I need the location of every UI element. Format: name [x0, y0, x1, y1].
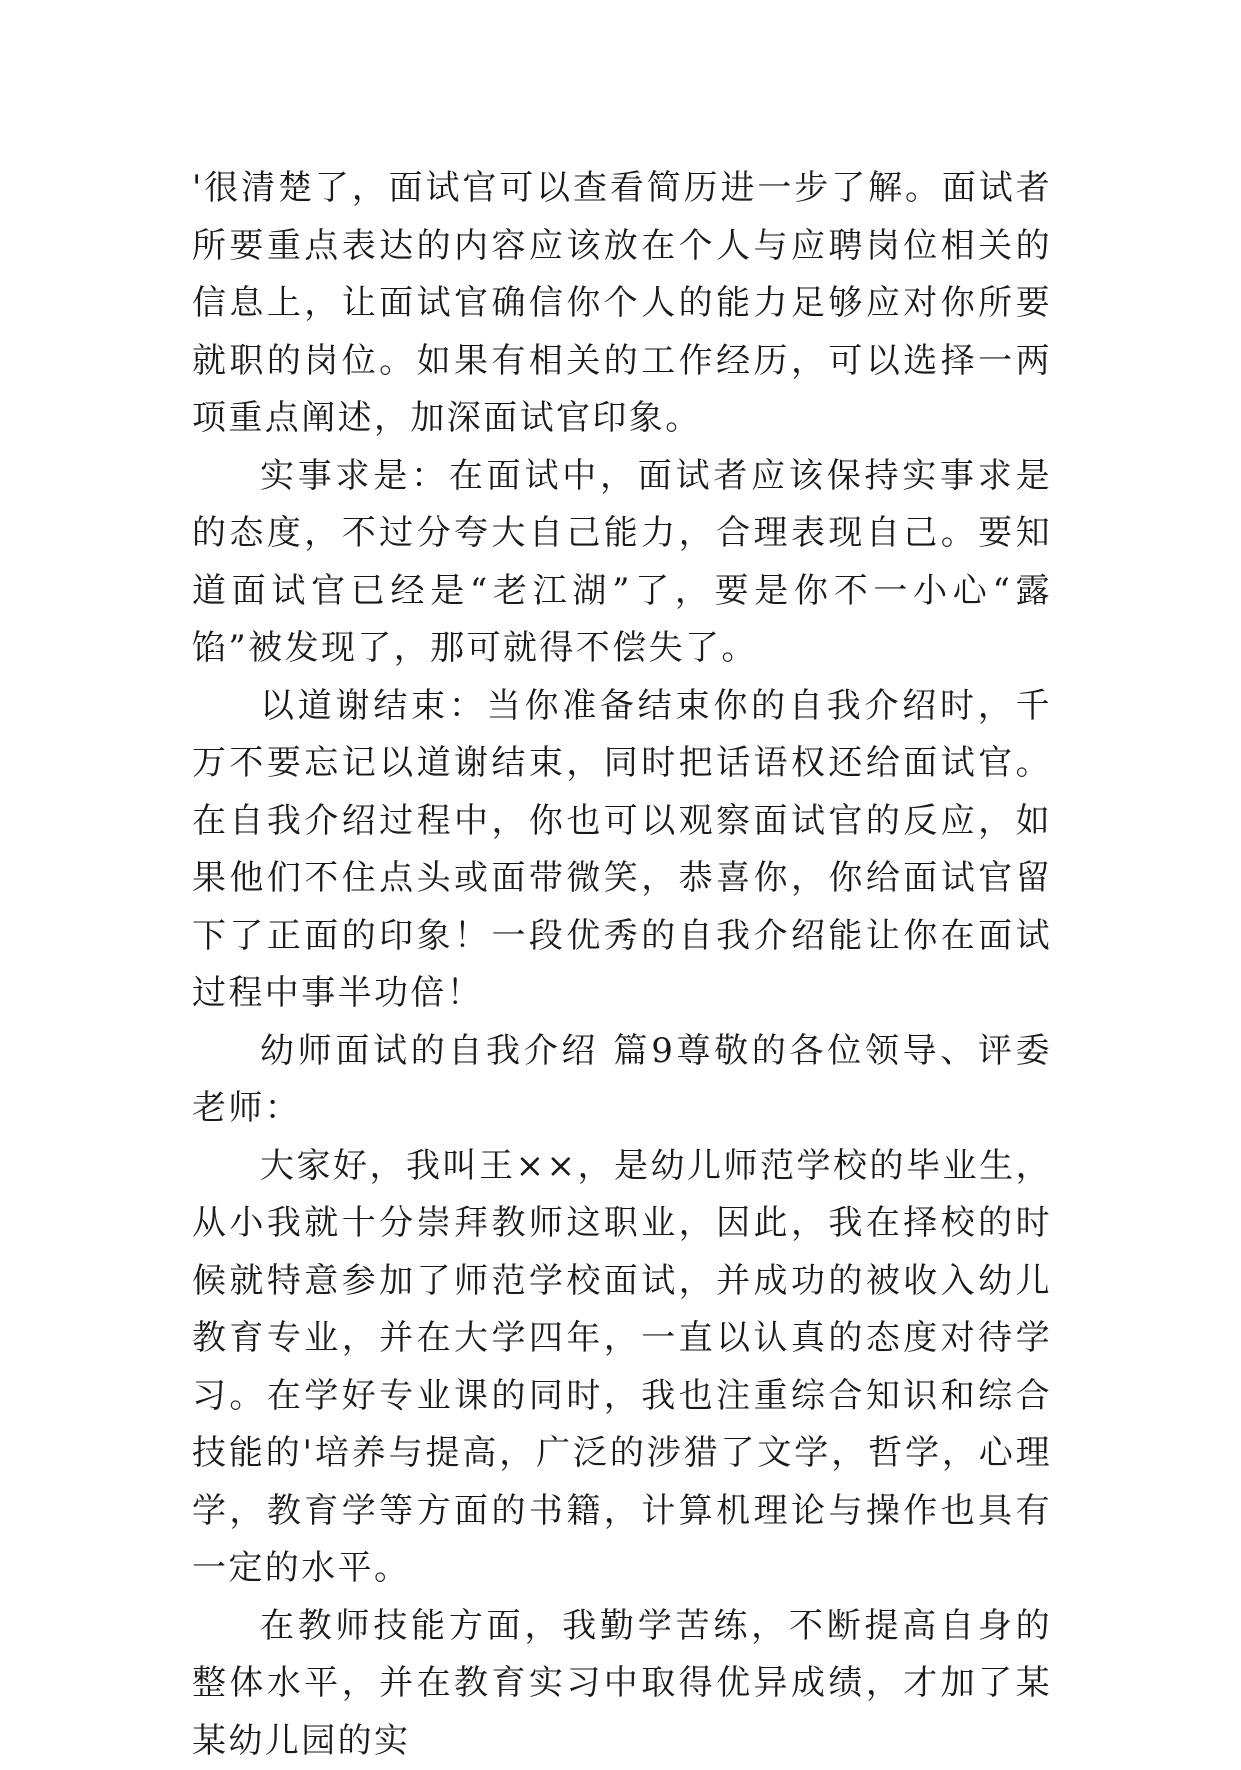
paragraph-3: 以道谢结束：当你准备结束你的自我介绍时，千万不要忘记以道谢结束，同时把话语权还给面试官。在自我介绍过程中，你也可以观察面试官的反应，如果他们不住点头或面带微笑，恭喜你，你给面试官留下了正面的印象！一段优秀的自我介绍能让你在面试过程中事半功倍！	[192, 678, 1052, 1023]
paragraph-4-heading: 幼师面试的自我介绍 篇9尊敬的各位领导、评委老师：	[192, 1023, 1052, 1138]
document-body	[192, 160, 1052, 1770]
paragraph-5: 大家好，我叫王××，是幼儿师范学校的毕业生， 从小我就十分崇拜教师这职业，因此，我在择校的时候就特意参加了师范学校面试，并成功的被收入幼儿教育专业，并在大学四年，一直以认真的态度对待学习。在学好专业课的同时，我也注重综合知识和综合技能的'培养与提高，广泛的涉猎了文学，哲学，心理学，教育学等方面的书籍，计算机理论与操作也具有一定的水平。	[192, 1138, 1052, 1598]
paragraph-2: 实事求是：在面试中，面试者应该保持实事求是的态度，不过分夸大自己能力，合理表现自己。要知道面试官已经是“老江湖”了，要是你不一小心“露馅”被发现了，那可就得不偿失了。	[192, 448, 1052, 678]
paragraph-1: '很清楚了，面试官可以查看简历进一步了解。面试者所要重点表达的内容应该放在个人与应聘岗位相关的信息上，让面试官确信你个人的能力足够应对你所要就职的岗位。如果有相关的工作经历，可以选择一两项重点阐述，加深面试官印象。	[192, 160, 1052, 448]
paragraph-6: 在教师技能方面，我勤学苦练，不断提高自身的整体水平，并在教育实习中取得优异成绩，才加了某某幼儿园的实	[192, 1598, 1052, 1770]
